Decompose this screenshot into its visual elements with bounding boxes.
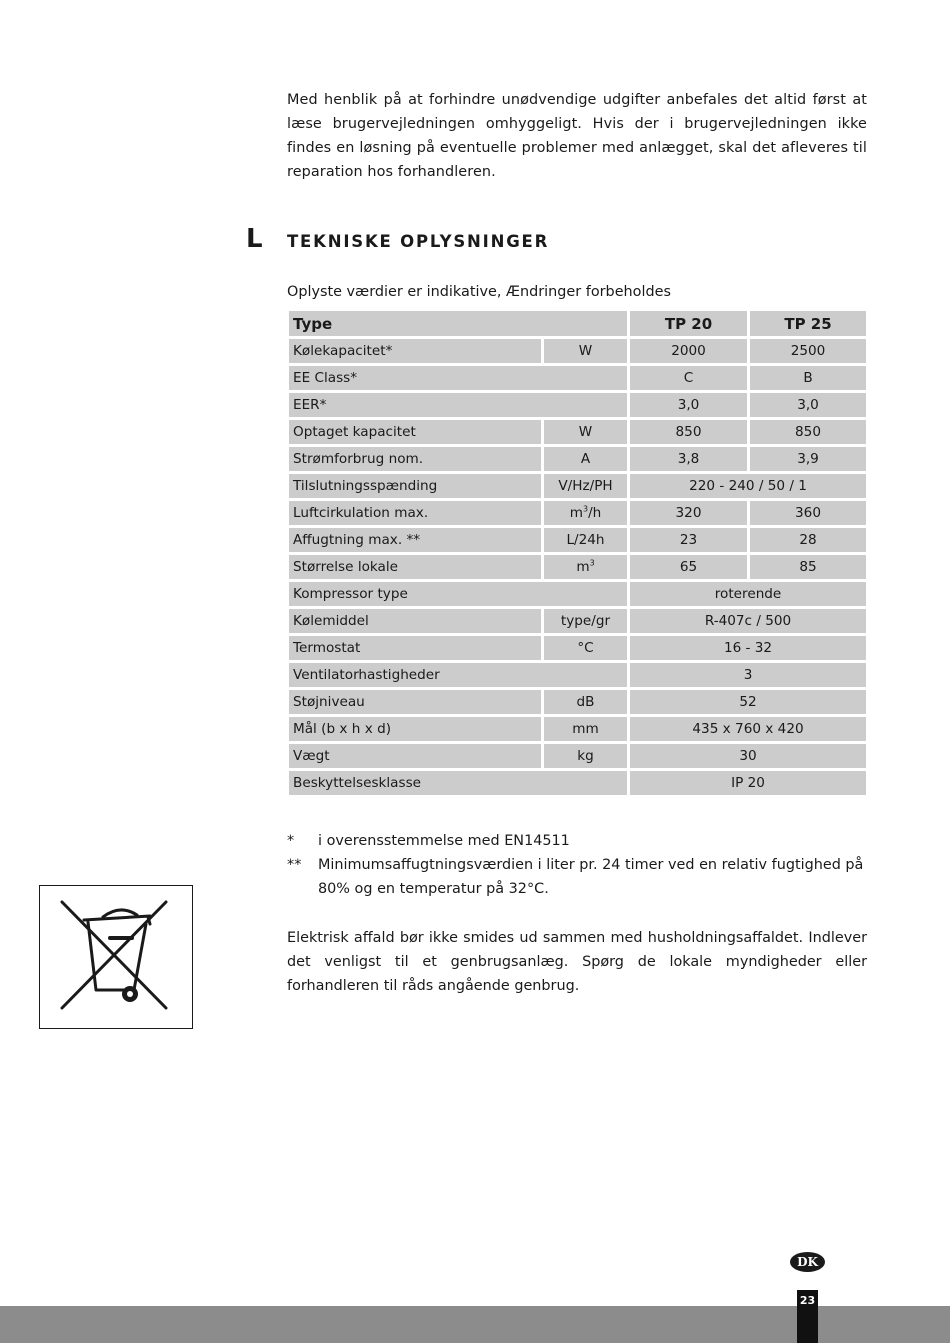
table-row: [289, 528, 866, 552]
row-label: Kølemiddel: [289, 609, 541, 633]
row-label: EER*: [289, 393, 627, 417]
row-unit: V/Hz/PH: [544, 474, 627, 498]
section-title: TEKNISKE OPLYSNINGER: [287, 232, 550, 251]
row-value-shared: 52: [630, 690, 866, 714]
table-row: [289, 420, 866, 444]
section-subtitle: Oplyste værdier er indikative, Ændringer forbeholdes: [287, 284, 671, 300]
table-header-row: [289, 311, 866, 336]
row-value-shared: 3: [630, 663, 866, 687]
row-unit: W: [544, 420, 627, 444]
footnote-text: i overensstemmelse med EN14511: [318, 833, 570, 849]
footnote-text: Minimumsaffugtningsværdien i liter pr. 24 timer ved en relativ fugtighed på 80% og en temperatur på 32°C.: [318, 857, 864, 897]
table-row: [289, 474, 866, 498]
row-unit: [544, 555, 627, 579]
row-value-tp20: 2000: [630, 339, 747, 363]
row-label: Vægt: [289, 744, 541, 768]
table-row: [289, 393, 866, 417]
crossed-out-wheelie-bin-icon: [39, 885, 193, 1029]
table-row: [289, 447, 866, 471]
table-row: [289, 636, 866, 660]
table-row: [289, 663, 866, 687]
row-label: EE Class*: [289, 366, 627, 390]
footnote-1: [287, 829, 867, 853]
row-value-tp25: 28: [750, 528, 866, 552]
row-value-shared: R-407c / 500: [630, 609, 866, 633]
weee-disposal-paragraph: Elektrisk affald bør ikke smides ud sammen med husholdningsaffaldet. Indlever det venligst til et genbrugsanlæg. Spørg de lokale myndigheder eller forhandleren til råds angående genbrug.: [287, 930, 867, 994]
row-value-shared: IP 20: [630, 771, 866, 795]
row-value-tp25: 85: [750, 555, 866, 579]
row-label: Kølekapacitet*: [289, 339, 541, 363]
row-value-tp20: 3,0: [630, 393, 747, 417]
row-value-tp25: 360: [750, 501, 866, 525]
row-label: Optaget kapacitet: [289, 420, 541, 444]
row-value-tp20: 65: [630, 555, 747, 579]
footnotes: [287, 829, 867, 901]
row-value-tp20: 320: [630, 501, 747, 525]
row-label: Termostat: [289, 636, 541, 660]
row-label: Strømforbrug nom.: [289, 447, 541, 471]
intro-paragraph: Med henblik på at forhindre unødvendige udgifter anbefales det altid først at læse brugervejledningen omhyggeligt. Hvis der i brugervejledningen ikke findes en løsning på eventuelle problemer med anlægget, skal det afleveres til reparation hos forhandleren.: [287, 92, 867, 180]
table-row: [289, 339, 866, 363]
footnote-2: [287, 853, 867, 901]
unit-base: m: [569, 505, 583, 521]
page-number: 23: [799, 1294, 816, 1307]
row-value-tp20: 850: [630, 420, 747, 444]
row-label: Kompressor type: [289, 582, 627, 606]
row-label: Tilslutningsspænding: [289, 474, 541, 498]
row-value-tp25: 3,0: [750, 393, 866, 417]
unit-superscript: 3: [582, 504, 589, 514]
table-row: [289, 744, 866, 768]
row-value-tp20: 23: [630, 528, 747, 552]
table-row: [289, 366, 866, 390]
row-value-tp20: C: [630, 366, 747, 390]
country-badge: DK: [790, 1252, 825, 1272]
row-label: Mål (b x h x d): [289, 717, 541, 741]
section-letter: L: [246, 224, 263, 254]
footnote-mark: **: [287, 857, 302, 873]
row-value-shared: 16 - 32: [630, 636, 866, 660]
row-unit: A: [544, 447, 627, 471]
row-value-shared: 220 - 240 / 50 / 1: [630, 474, 866, 498]
row-label: Størrelse lokale: [289, 555, 541, 579]
header-tp25: TP 25: [750, 311, 866, 336]
row-value-tp20: 3,8: [630, 447, 747, 471]
table-row: [289, 609, 866, 633]
header-type: Type: [289, 311, 627, 336]
row-value-tp25: 2500: [750, 339, 866, 363]
row-label: Affugtning max. **: [289, 528, 541, 552]
row-label: Støjniveau: [289, 690, 541, 714]
weee-symbol-svg: [40, 886, 194, 1030]
header-tp20: TP 20: [630, 311, 747, 336]
table-row: [289, 555, 866, 579]
row-value-tp25: B: [750, 366, 866, 390]
table-row: [289, 717, 866, 741]
technical-specs-table: [286, 308, 869, 798]
row-unit: W: [544, 339, 627, 363]
row-value-shared: 30: [630, 744, 866, 768]
row-label: Luftcirkulation max.: [289, 501, 541, 525]
table-row: [289, 501, 866, 525]
row-unit: mm: [544, 717, 627, 741]
table-row: [289, 690, 866, 714]
row-unit: dB: [544, 690, 627, 714]
table-row: [289, 771, 866, 795]
table-row: [289, 582, 866, 606]
row-value-shared: 435 x 760 x 420: [630, 717, 866, 741]
row-unit: kg: [544, 744, 627, 768]
row-unit: L/24h: [544, 528, 627, 552]
unit-tail: /h: [588, 505, 602, 521]
row-value-shared: roterende: [630, 582, 866, 606]
row-unit: °C: [544, 636, 627, 660]
row-unit: type/gr: [544, 609, 627, 633]
unit-base: m: [576, 559, 590, 575]
row-label: Beskyttelsesklasse: [289, 771, 627, 795]
footnote-mark: *: [287, 833, 295, 849]
unit-superscript: 3: [589, 558, 595, 568]
row-value-tp25: 3,9: [750, 447, 866, 471]
row-label: Ventilatorhastigheder: [289, 663, 627, 687]
row-value-tp25: 850: [750, 420, 866, 444]
row-unit: [544, 501, 627, 525]
